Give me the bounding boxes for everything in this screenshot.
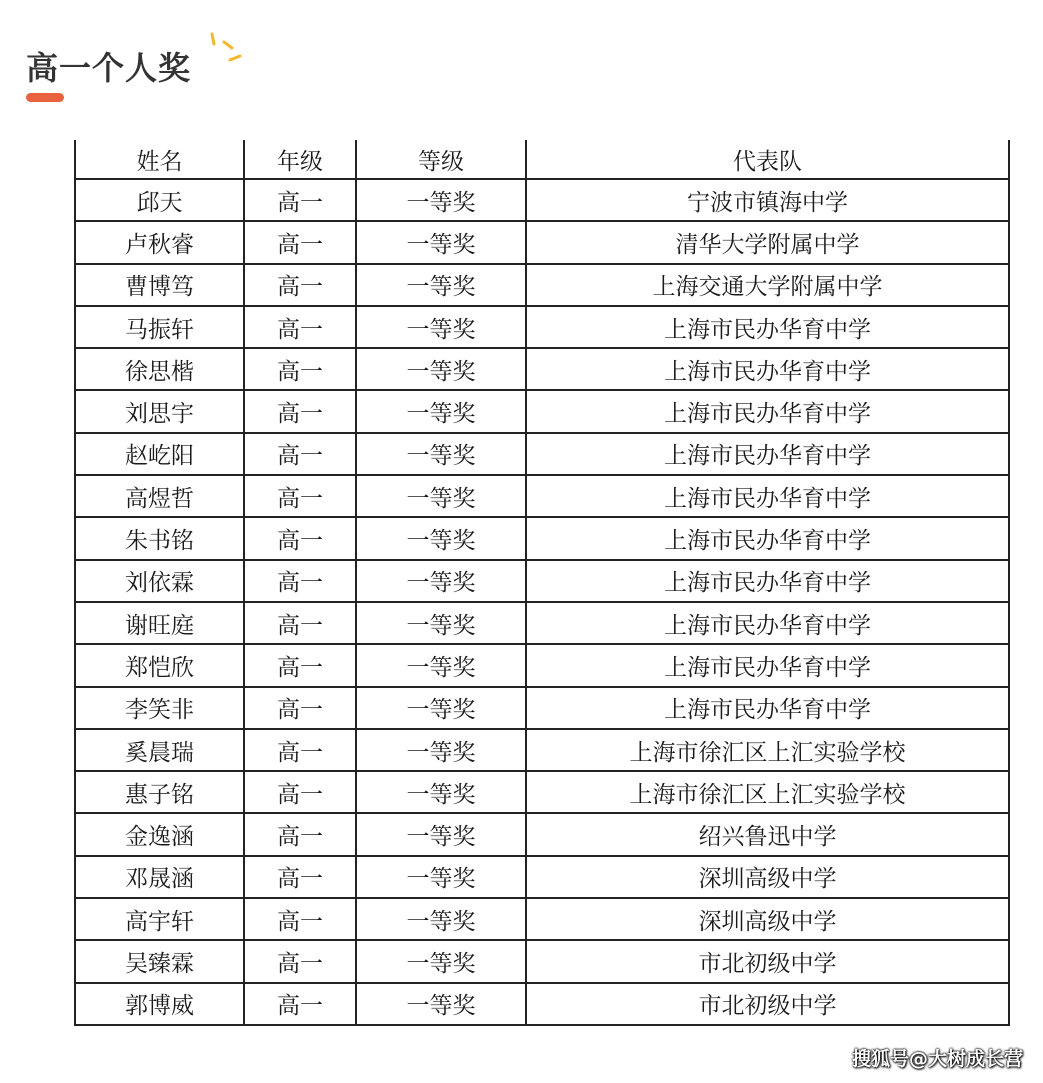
cell-grade: 高一 xyxy=(244,729,356,771)
table-row xyxy=(76,179,1008,221)
table-row xyxy=(76,390,1008,432)
cell-name: 邓晟涵 xyxy=(76,856,244,898)
sparkle-icon xyxy=(204,30,248,70)
cell-grade: 高一 xyxy=(244,644,356,686)
awards-table xyxy=(76,140,1008,1024)
awards-table-container xyxy=(74,140,1010,1026)
cell-level: 一等奖 xyxy=(356,348,526,390)
cell-grade: 高一 xyxy=(244,771,356,813)
cell-name: 朱书铭 xyxy=(76,517,244,559)
cell-level: 一等奖 xyxy=(356,264,526,306)
cell-level: 一等奖 xyxy=(356,560,526,602)
cell-level: 一等奖 xyxy=(356,179,526,221)
cell-team: 上海市民办华育中学 xyxy=(526,306,1008,348)
table-row xyxy=(76,813,1008,855)
cell-grade: 高一 xyxy=(244,264,356,306)
page-title: 高一个人奖 xyxy=(26,49,192,87)
cell-name: 惠子铭 xyxy=(76,771,244,813)
table-row xyxy=(76,264,1008,306)
cell-name: 刘依霖 xyxy=(76,560,244,602)
table-row xyxy=(76,221,1008,263)
header-level: 等级 xyxy=(356,140,526,179)
cell-level: 一等奖 xyxy=(356,687,526,729)
header-name: 姓名 xyxy=(76,140,244,179)
cell-name: 曹博笃 xyxy=(76,264,244,306)
table-row xyxy=(76,644,1008,686)
cell-team: 深圳高级中学 xyxy=(526,856,1008,898)
table-row xyxy=(76,517,1008,559)
title-underline xyxy=(26,93,64,102)
table-row xyxy=(76,475,1008,517)
cell-name: 刘思宇 xyxy=(76,390,244,432)
table-row xyxy=(76,687,1008,729)
table-body xyxy=(76,179,1008,1024)
table-row xyxy=(76,602,1008,644)
cell-level: 一等奖 xyxy=(356,306,526,348)
cell-grade: 高一 xyxy=(244,306,356,348)
cell-level: 一等奖 xyxy=(356,813,526,855)
cell-team: 上海市徐汇区上汇实验学校 xyxy=(526,729,1008,771)
cell-name: 邱天 xyxy=(76,179,244,221)
cell-team: 清华大学附属中学 xyxy=(526,221,1008,263)
header-grade: 年级 xyxy=(244,140,356,179)
cell-grade: 高一 xyxy=(244,560,356,602)
cell-level: 一等奖 xyxy=(356,898,526,940)
cell-team: 市北初级中学 xyxy=(526,983,1008,1024)
table-row xyxy=(76,983,1008,1024)
cell-grade: 高一 xyxy=(244,898,356,940)
cell-grade: 高一 xyxy=(244,813,356,855)
cell-grade: 高一 xyxy=(244,983,356,1024)
cell-level: 一等奖 xyxy=(356,602,526,644)
table-row xyxy=(76,560,1008,602)
cell-team: 上海市民办华育中学 xyxy=(526,602,1008,644)
table-row xyxy=(76,433,1008,475)
cell-level: 一等奖 xyxy=(356,644,526,686)
cell-grade: 高一 xyxy=(244,179,356,221)
watermark: 搜狐号@大树成长营 xyxy=(851,1048,1023,1070)
cell-grade: 高一 xyxy=(244,221,356,263)
table-row xyxy=(76,856,1008,898)
table-row xyxy=(76,898,1008,940)
cell-level: 一等奖 xyxy=(356,771,526,813)
cell-name: 高宇轩 xyxy=(76,898,244,940)
cell-grade: 高一 xyxy=(244,390,356,432)
cell-grade: 高一 xyxy=(244,433,356,475)
cell-grade: 高一 xyxy=(244,687,356,729)
table-row xyxy=(76,306,1008,348)
cell-name: 高煜哲 xyxy=(76,475,244,517)
cell-team: 上海市民办华育中学 xyxy=(526,560,1008,602)
cell-name: 卢秋睿 xyxy=(76,221,244,263)
cell-name: 马振轩 xyxy=(76,306,244,348)
cell-name: 奚晨瑞 xyxy=(76,729,244,771)
table-header-row xyxy=(76,140,1008,179)
table-row xyxy=(76,771,1008,813)
cell-name: 郭博威 xyxy=(76,983,244,1024)
cell-level: 一等奖 xyxy=(356,475,526,517)
header-team: 代表队 xyxy=(526,140,1008,179)
cell-team: 上海市民办华育中学 xyxy=(526,348,1008,390)
cell-level: 一等奖 xyxy=(356,221,526,263)
table-row xyxy=(76,729,1008,771)
table-row xyxy=(76,940,1008,982)
cell-grade: 高一 xyxy=(244,348,356,390)
cell-name: 郑恺欣 xyxy=(76,644,244,686)
cell-team: 上海市民办华育中学 xyxy=(526,433,1008,475)
cell-name: 吴臻霖 xyxy=(76,940,244,982)
table-row xyxy=(76,348,1008,390)
cell-level: 一等奖 xyxy=(356,390,526,432)
cell-name: 徐思楷 xyxy=(76,348,244,390)
cell-team: 市北初级中学 xyxy=(526,940,1008,982)
cell-grade: 高一 xyxy=(244,475,356,517)
cell-name: 赵屹阳 xyxy=(76,433,244,475)
cell-team: 上海市徐汇区上汇实验学校 xyxy=(526,771,1008,813)
cell-grade: 高一 xyxy=(244,517,356,559)
cell-team: 上海市民办华育中学 xyxy=(526,475,1008,517)
cell-level: 一等奖 xyxy=(356,433,526,475)
cell-team: 宁波市镇海中学 xyxy=(526,179,1008,221)
cell-level: 一等奖 xyxy=(356,983,526,1024)
cell-level: 一等奖 xyxy=(356,729,526,771)
cell-grade: 高一 xyxy=(244,940,356,982)
cell-name: 李笑非 xyxy=(76,687,244,729)
cell-team: 上海市民办华育中学 xyxy=(526,644,1008,686)
cell-grade: 高一 xyxy=(244,602,356,644)
cell-team: 上海交通大学附属中学 xyxy=(526,264,1008,306)
cell-team: 上海市民办华育中学 xyxy=(526,517,1008,559)
cell-level: 一等奖 xyxy=(356,517,526,559)
cell-team: 上海市民办华育中学 xyxy=(526,390,1008,432)
cell-name: 金逸涵 xyxy=(76,813,244,855)
cell-level: 一等奖 xyxy=(356,940,526,982)
cell-team: 上海市民办华育中学 xyxy=(526,687,1008,729)
cell-team: 深圳高级中学 xyxy=(526,898,1008,940)
cell-team: 绍兴鲁迅中学 xyxy=(526,813,1008,855)
cell-name: 谢旺庭 xyxy=(76,602,244,644)
cell-grade: 高一 xyxy=(244,856,356,898)
cell-level: 一等奖 xyxy=(356,856,526,898)
